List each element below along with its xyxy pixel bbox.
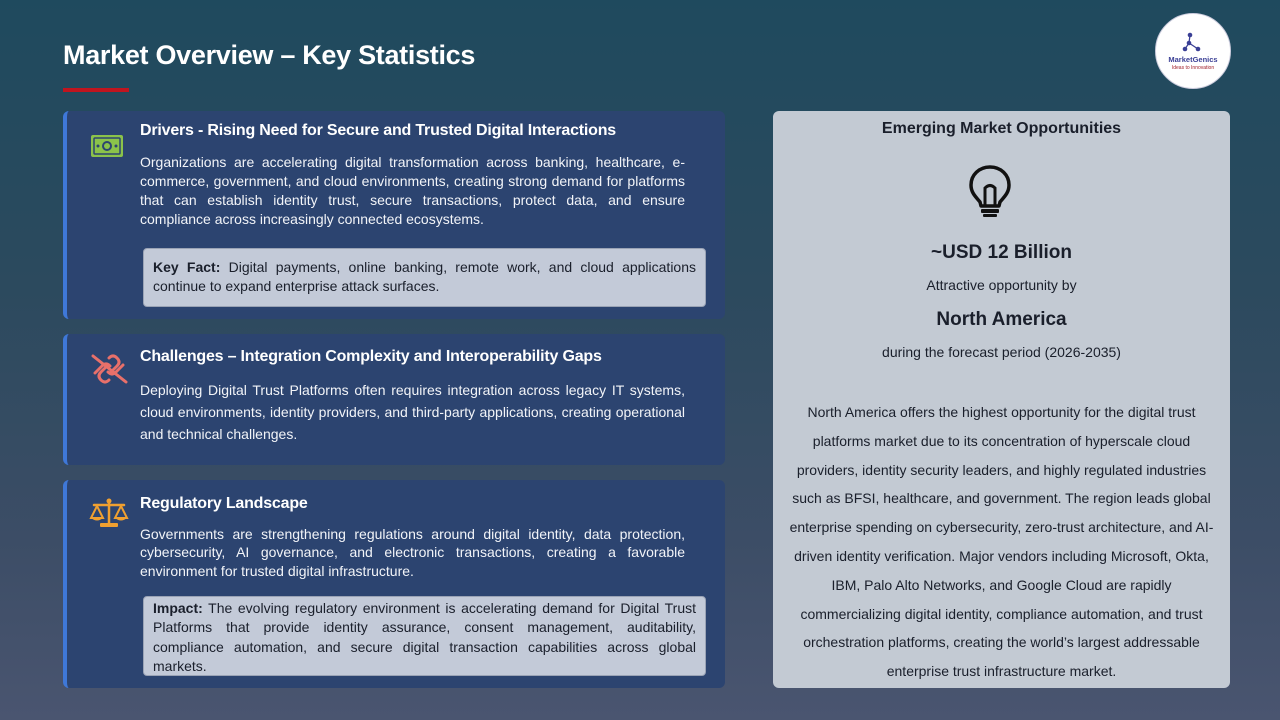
money-icon — [89, 132, 125, 160]
regulatory-body: Governments are strengthening regulations around digital identity, data protection, cybersecurity, AI governance, and electronic transactions, creating a favorable environment for trusted digital infrastructure. — [140, 526, 685, 579]
regulatory-card — [63, 480, 725, 688]
network-icon — [1182, 31, 1204, 53]
impact-label: Impact: — [153, 600, 203, 616]
challenges-title: Challenges – Integration Complexity and Interoperability Gaps — [140, 348, 602, 365]
broken-link-icon — [89, 353, 129, 385]
opportunity-region: North America — [936, 309, 1067, 330]
impact-box — [143, 596, 706, 676]
regulatory-title: Regulatory Landscape — [140, 495, 308, 512]
opportunity-subtitle: Attractive opportunity by — [926, 277, 1077, 293]
drivers-card — [63, 111, 725, 319]
drivers-title: Drivers - Rising Need for Secure and Trusted Digital Interactions — [140, 122, 617, 139]
scales-icon — [89, 497, 129, 529]
challenges-card — [63, 334, 725, 465]
key-fact-label: Key Fact: — [153, 259, 221, 275]
title-underline — [63, 88, 129, 92]
opportunity-title: Emerging Market Opportunities — [881, 120, 1122, 137]
drivers-body: Organizations are accelerating digital transformation across banking, healthcare, e-commerce, government, and cloud environments, creating strong demand for platforms that can establish identity trust, secure transactions, protect data, and ensure compliance across increasingly connected ecosystems. — [140, 154, 685, 227]
logo-tagline: Ideas to Innovation — [1171, 65, 1215, 71]
logo-name: MarketGenics — [1168, 55, 1218, 64]
opportunity-description: North America offers the highest opportunity for the digital trust platforms market due to its concentration of hyperscale cloud providers, identity security leaders, and highly regulated industries such as BFSI, healthcare, and government. The region leads global enterprise spending on cybersecurity, zero-trust architecture, and AI-driven identity verification. Major vendors including Microsoft, Okta, IBM, Palo Alto Networks, and Google Cloud are rapidly commercializing digital identity, compliance automation, and trust orchestration platforms, creating the world’s largest addressable enterprise trust infrastructure market. — [789, 404, 1214, 680]
lightbulb-icon — [968, 164, 1012, 218]
opportunity-panel — [773, 111, 1230, 688]
company-logo — [1155, 13, 1231, 89]
challenges-body: Deploying Digital Trust Platforms often requires integration across legacy IT systems, cloud environments, identity providers, and third-party applications, creating operational and technical challenges. — [140, 382, 685, 442]
key-fact-text: Digital payments, online banking, remote work, and cloud applications continue to expand enterprise attack surfaces. — [153, 259, 697, 294]
opportunity-period: during the forecast period (2026-2035) — [882, 344, 1121, 360]
impact-text: The evolving regulatory environment is accelerating demand for Digital Trust Platforms that provide identity assurance, consent management, auditability, compliance automation, and secure digital transaction capabilities across global markets. — [153, 600, 696, 675]
key-fact-box — [143, 248, 706, 307]
opportunity-value: ~USD 12 Billion — [931, 242, 1072, 263]
page-title: Market Overview – Key Statistics — [63, 40, 476, 70]
